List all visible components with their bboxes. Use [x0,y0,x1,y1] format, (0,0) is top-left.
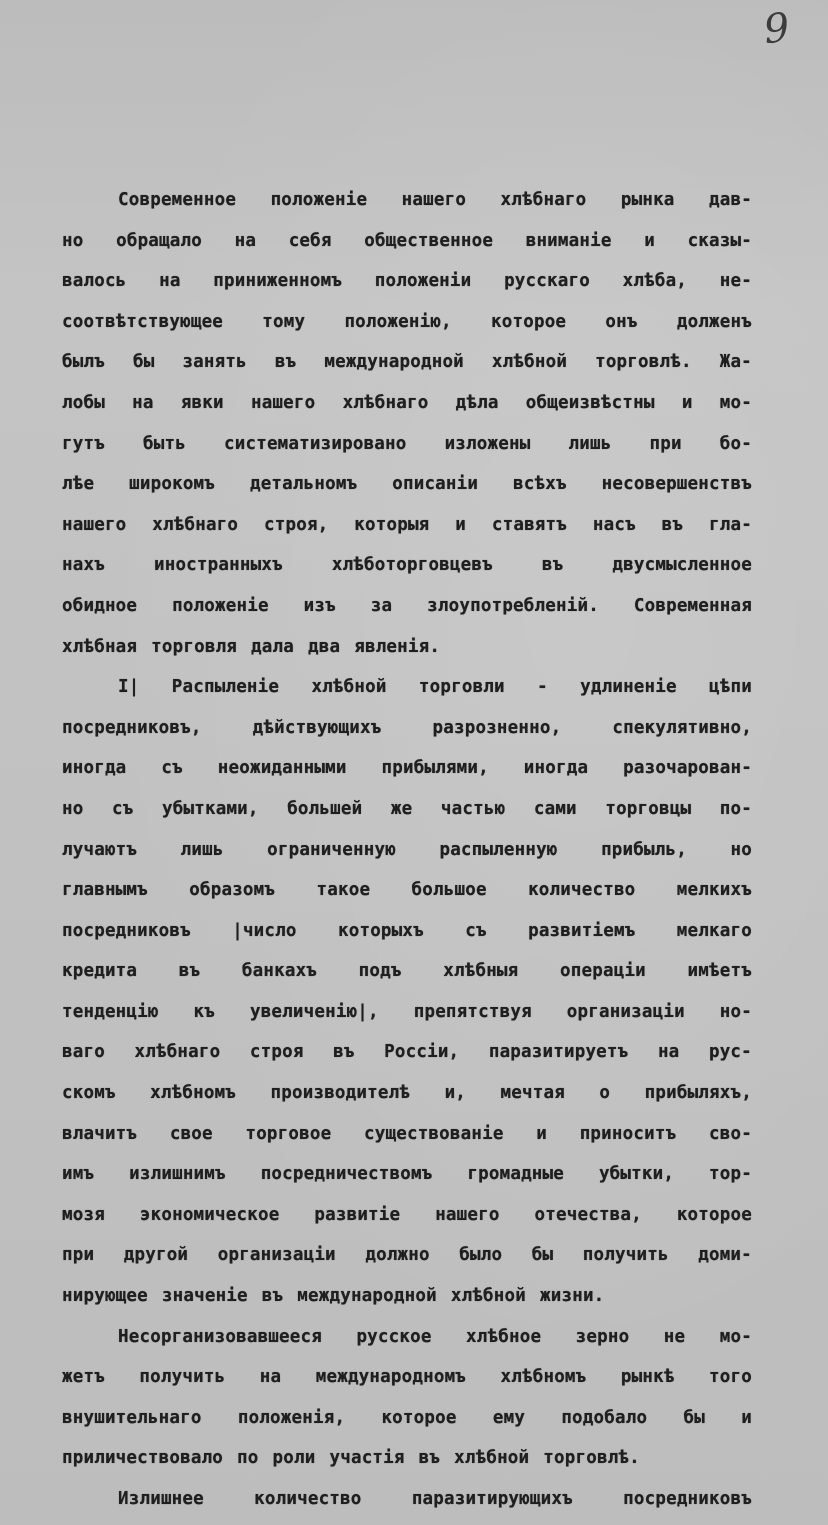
word: и, [444,1083,467,1104]
word: нахъ [62,555,105,576]
word: частью [440,798,506,819]
word: ограниченную [267,839,396,860]
text-line [62,911,752,952]
word: нашего [62,514,127,535]
word: сво- [708,1123,752,1144]
text-line [62,1479,752,1520]
word: но [62,230,84,251]
word: посредниковъ [623,1489,752,1509]
word: хлѣбнаго [152,514,239,535]
word: изложены [444,433,531,454]
word: ваго [62,1042,105,1063]
word: того [709,1367,752,1388]
word: лѣе [62,474,95,495]
text-line [62,1438,752,1479]
word: вниманіе [525,230,612,251]
word: иногда [62,758,127,779]
word: отечества, [534,1204,642,1225]
word: положеніи [374,271,472,292]
word: цѣпи [709,677,752,698]
word: иностранныхъ [153,555,283,576]
word: долженъ [676,311,752,332]
word: русскаго [504,271,590,292]
word: существованіе [364,1123,504,1144]
text-line [62,1235,752,1276]
word: за [370,595,393,616]
word: несовершенствъ [601,474,752,495]
word: которое [381,1407,457,1428]
word: по- [719,798,752,819]
word: и [741,1407,752,1428]
word: строя, [264,514,329,535]
word: Жа- [719,352,752,373]
word: которыхъ [337,920,424,941]
text-line [62,627,752,668]
word: положенію, [344,311,452,332]
word: зерно [575,1326,630,1347]
word: русское [356,1326,432,1347]
word: тому [262,311,306,332]
word: же [390,798,413,819]
word: хлѣбномъ [500,1367,587,1388]
word: торговцы [605,798,692,819]
word: которое [491,311,567,332]
word: сами [533,798,577,819]
word: былъ [62,352,105,373]
word: скомъ [62,1083,116,1104]
word: Россіи, [384,1042,460,1063]
text-line [62,708,752,749]
word: обидное [62,595,138,616]
word: ему [492,1407,526,1428]
word: два [308,636,341,657]
word: себя [288,230,332,251]
word: хлѣбной [491,352,568,373]
word: торговое [245,1123,332,1144]
word: систематизировано [224,433,407,454]
word: изъ [303,595,336,616]
word: такое [316,880,371,901]
word: которое [676,1204,752,1225]
word: положенія, [237,1407,346,1428]
text-line [62,992,752,1033]
text-line [62,830,752,871]
word: подобало [561,1407,648,1428]
text-line [62,1073,752,1114]
word: участія [329,1448,405,1469]
word: лобы [62,392,105,413]
word: спекулятивно, [612,717,752,738]
text-line [62,1114,752,1155]
text-line [62,1317,752,1358]
word: другой [123,1245,189,1266]
word: рынкѣ [620,1367,675,1388]
word: насъ [592,514,636,535]
word: нашего [401,190,467,210]
word: Излишнее [118,1489,204,1509]
word: Современное [118,190,237,210]
word: паразитируетъ [488,1042,629,1063]
word: большое [411,880,487,901]
word: на [132,392,154,413]
word: въ [541,555,564,576]
word: хлѣбное [466,1326,542,1347]
text-line [62,586,752,627]
word: на [159,271,181,292]
word: которыя [354,514,430,535]
word: описаніи [392,474,479,495]
word: торговлѣ. [595,352,692,373]
word: внушительнаго [62,1407,202,1428]
word: разрозненно, [432,717,562,738]
word: мелкаго [676,920,752,941]
word: въ [178,961,201,982]
word: международной [324,352,464,373]
word: |число [232,920,297,941]
word: убытками, [162,798,259,819]
word: было [459,1245,503,1266]
word: двусмысленное [612,555,752,576]
word: на [657,1042,680,1063]
word: на [259,1367,282,1388]
word: хлѣботорговцевъ [331,555,493,576]
word: при [649,433,682,454]
word: всѣхъ [513,474,567,495]
word: торговли [418,677,505,698]
word: и [644,230,655,251]
word: по [237,1448,259,1469]
word: подъ [358,961,402,982]
word: общественное [364,230,494,251]
word: распыленную [439,839,558,860]
word: имъ [62,1164,95,1185]
word: излишнимъ [129,1164,226,1185]
word: приниженномъ [213,271,343,292]
word: рынка [620,190,675,210]
word: на [234,230,257,251]
word: хлѣбнаго [500,190,587,210]
word: получить [582,1245,669,1266]
text-line [62,748,752,789]
word: но- [719,1001,752,1022]
word: иногда [523,758,589,779]
word: экономическое [139,1204,280,1225]
word: свое [169,1123,213,1144]
word: ставятъ [491,514,568,535]
word: хлѣбной [311,677,387,698]
word: жетъ [62,1367,105,1388]
text-line [62,261,752,302]
word: широкомъ [129,474,216,495]
word: посредниковъ [62,920,191,941]
word: нашего [435,1204,500,1225]
text-line [62,545,752,586]
word: прибылями, [381,758,489,779]
word: большей [287,798,363,819]
word: въ [661,514,684,535]
word: злоупотребленій. [427,595,599,616]
text-line [62,667,752,708]
word: роли [272,1448,316,1469]
word: приноситъ [579,1123,677,1144]
word: разочарован- [623,758,752,779]
word: къ [193,1001,216,1022]
word: не [663,1326,686,1347]
word: хлѣбная [62,636,138,657]
text-line [62,383,752,424]
text-line [62,342,752,383]
word: Несорганизовавшееся [118,1326,322,1347]
text-line [62,1195,752,1236]
word: мелкихъ [676,880,752,901]
word: международной [297,1286,437,1307]
word: мо- [719,1326,752,1347]
word: и [536,1123,548,1144]
word: банкахъ [241,961,318,982]
word: онъ [605,311,638,332]
text-line [62,1154,752,1195]
word: въ [333,1042,355,1063]
word: бы [683,1407,705,1428]
word: Современная [633,595,752,616]
word: главнымъ [62,880,148,901]
word: прибыляхъ, [644,1083,752,1104]
word: количество [528,880,636,901]
word: о [599,1083,611,1104]
word: положеніе [270,190,368,210]
word: нашего [250,392,316,413]
word: посредниковъ, [62,717,202,738]
word: но [62,798,84,819]
text-line [62,1357,752,1398]
word: хлѣбныя [443,961,519,982]
word: положеніе [172,595,269,616]
word: удлиненіе [580,677,677,698]
text-line [62,180,752,221]
word: въ [274,352,297,373]
text-line [62,221,752,262]
word: обращало [116,230,202,251]
word: нирующее [62,1286,148,1307]
word: хлѣба, [622,271,688,292]
word: гутъ [62,433,105,454]
word: международномъ [315,1367,467,1388]
word: посредничествомъ [260,1164,433,1185]
word: организаціи [217,1245,336,1266]
word: увеличенію|, [249,1001,379,1022]
word: препятствуя [413,1001,532,1022]
word: количество [254,1489,362,1509]
word: рус- [708,1042,752,1063]
text-line [62,1032,752,1073]
word: дѣла [455,392,499,413]
word: значеніе [161,1286,248,1307]
word: тенденцію [62,1001,159,1022]
word: производителѣ [270,1083,411,1104]
word: дав- [709,190,752,210]
word: развитіе [314,1204,401,1225]
word: Распыленіе [171,677,280,698]
word: занять [182,352,247,373]
word: хлѣбномъ [150,1083,237,1104]
word: бы [132,352,155,373]
word: приличествовало [62,1448,224,1469]
word: лучаютъ [62,839,138,860]
word: операціи [560,961,646,982]
text-line [62,1276,752,1317]
word: паразитирующихъ [411,1489,573,1509]
text-line [62,302,752,343]
word: получить [139,1367,226,1388]
word: общеизвѣстны [525,392,655,413]
text-line [62,1398,752,1439]
word: тор- [709,1164,752,1185]
word: мозя [62,1204,105,1225]
word: съ [161,758,183,779]
word: дала [251,636,294,657]
word: но [730,839,752,860]
word: бы [531,1245,554,1266]
word: детальномъ [249,474,358,495]
word: организаціи [566,1001,685,1022]
word: хлѣбной [454,1448,530,1469]
word: торговлѣ. [543,1448,640,1469]
word: образомъ [189,880,276,901]
word: при [62,1245,95,1266]
word: мо- [719,392,752,413]
word: быть [143,433,186,454]
word: и [681,392,693,413]
word: въ [418,1448,441,1469]
word: сказы- [687,230,752,251]
word: гла- [708,514,752,535]
word: развитіемъ [528,920,636,941]
word: имѣетъ [687,961,752,982]
word: доми- [698,1245,752,1266]
word: I| [118,677,140,698]
text-line [62,464,752,505]
word: въ [261,1286,284,1307]
word: торговля [151,636,238,657]
word: хлѣбной [450,1286,526,1307]
text-line [62,951,752,992]
word: кредита [62,961,138,982]
word: должно [365,1245,430,1266]
word: неожиданными [217,758,347,779]
word: хлѣбнаго [342,392,429,413]
text-line [62,505,752,546]
word: явки [180,392,224,413]
text-line [62,424,752,465]
document-body [62,180,752,1520]
word: не- [719,271,752,292]
word: прибыль, [601,839,687,860]
word: - [537,677,548,698]
page-number: 9 [761,4,792,54]
word: валось [62,271,127,292]
word: влачитъ [62,1123,138,1144]
word: бо- [719,433,752,454]
word: съ [465,920,487,941]
word: лишь [568,433,612,454]
word: и [455,514,467,535]
word: строя [249,1042,304,1063]
word: лишь [180,839,224,860]
text-line [62,789,752,830]
word: съ [112,798,134,819]
word: мечтая [500,1083,565,1104]
word: соотвѣтствующее [62,311,224,332]
word: жизни. [540,1286,605,1307]
word: громадные [467,1164,565,1185]
text-line [62,870,752,911]
word: дѣйствующихъ [252,717,382,738]
word: явленія. [354,636,441,657]
word: хлѣбнаго [134,1042,221,1063]
word: убытки, [598,1164,675,1185]
